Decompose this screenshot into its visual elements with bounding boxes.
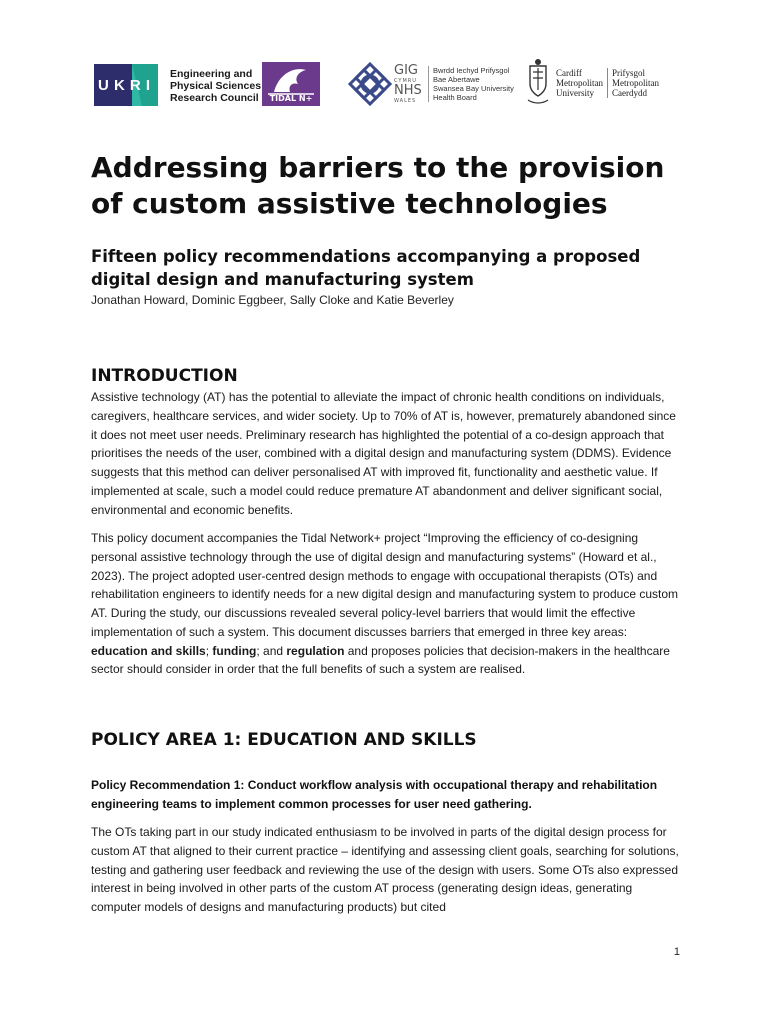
wave-icon	[262, 62, 320, 96]
cardiff-met-en-line-2: Metropolitan	[556, 78, 603, 88]
authors: Jonathan Howard, Dominic Eggbeer, Sally Cloke and Katie Beverley	[91, 293, 454, 307]
paragraph-text: and proposes policies that decision-makers in the healthcare sector should consider in order that the full benefits of such a system are realised.	[91, 643, 670, 677]
health-board-line-1: Bwrdd Iechyd Prifysgol	[433, 66, 510, 75]
cardiff-met-en-line-3: University	[556, 88, 594, 98]
gig-nhs-mark	[394, 64, 422, 104]
introduction-heading: INTRODUCTION	[91, 366, 238, 386]
logo-divider	[607, 68, 608, 98]
wales-label: WALES	[394, 98, 417, 104]
cardiff-met-cy-line-3: Caerdydd	[612, 88, 647, 98]
health-board-text	[433, 66, 533, 102]
tidal-label: TIDAL N+	[269, 94, 313, 103]
logo-divider	[428, 66, 429, 102]
document-subtitle: Fifteen policy recommendations accompanying a proposed digital design and manufacturing system	[91, 247, 641, 289]
policy-area-1-paragraph-1: The OTs taking part in our study indicated enthusiasm to be involved in parts of the digital design process for custom AT that aligned to their current practice – identifying and assessing client goals, searching for solutions, testing and gathering user feedback and reviewing the use of the design with users. Some OTs also expressed interest in being involved in other parts of the custom AT process (generating design ideas, generating computer models of designs and manufacturing products) but cited	[91, 825, 679, 914]
crest-icon	[526, 58, 550, 106]
page-number: 1	[673, 946, 680, 958]
epsrc-line-2: Physical Sciences	[170, 80, 262, 92]
emphasis-regulation: regulation	[286, 643, 345, 658]
cardiff-met-en-line-1: Cardiff	[556, 68, 582, 78]
policy-recommendation-1: Policy Recommendation 1: Conduct workflow analysis with occupational therapy and rehabilitation engineering teams to implement common processes for user need gathering.	[91, 778, 658, 811]
health-board-line-3: Swansea Bay University	[433, 84, 514, 93]
health-board-line-4: Health Board	[433, 93, 477, 102]
emphasis-funding: funding	[212, 643, 257, 658]
ukri-logo	[94, 64, 158, 106]
paragraph-text: ; and	[256, 643, 287, 658]
partner-logos	[90, 58, 670, 110]
emphasis-education: education and skills	[91, 643, 206, 658]
health-board-line-2: Bae Abertawe	[433, 75, 480, 84]
paragraph-text: ;	[205, 643, 213, 658]
celtic-knot-icon	[348, 62, 392, 106]
cardiff-met-en	[556, 68, 603, 98]
introduction-paragraph-2	[91, 529, 683, 679]
cymru-label: CYMRU	[394, 78, 417, 84]
cardiff-met-cy	[612, 68, 659, 98]
policy-area-1-heading: POLICY AREA 1: EDUCATION AND SKILLS	[91, 730, 477, 750]
epsrc-line-1: Engineering and	[170, 68, 253, 80]
gig-label: GIG	[394, 63, 418, 78]
document-title: Addressing barriers to the provision of custom assistive technologies	[91, 151, 665, 220]
paragraph-text: This policy document accompanies the Tidal Network+ project “Improving the efficiency of co-designing personal assistive technology through the use of digital design and manufacturing systems” (Howard et al., 2023). The project adopted user-centred design methods to engage with occupational therapists (OTs) and rehabilitation engineers to identify needs for a new digital design and manufacturing system to produce custom AT. During the study, our discussions revealed several policy-level barriers that would limit the effective implementation of such a system. This document discusses barriers that emerged in three key areas:	[91, 531, 679, 639]
nhs-label: NHS	[394, 83, 422, 98]
epsrc-line-3: Research Council	[170, 92, 259, 104]
cardiff-met-cy-line-1: Prifysgol	[612, 68, 646, 78]
tidal-logo	[262, 62, 320, 106]
ukri-label: UKRI	[98, 77, 150, 94]
introduction-paragraph-1: Assistive technology (AT) has the potential to alleviate the impact of chronic health conditions on individuals, caregivers, healthcare services, and wider society. Up to 70% of AT is, however, prematurely abandoned since it does not meet user needs. Preliminary research has highlighted the potential of a co-design approach that prioritises the needs of the user, combined with a digital design and manufacturing system (DDMS). Evidence suggests that this method can deliver personalised AT with improved fit, functionality and aesthetic value. If implemented at scale, such a model could reduce premature AT abandonment and deliver significant social, environmental and economic benefits.	[91, 390, 676, 517]
epsrc-text	[170, 68, 270, 104]
cardiff-met-cy-line-2: Metropolitan	[612, 78, 659, 88]
